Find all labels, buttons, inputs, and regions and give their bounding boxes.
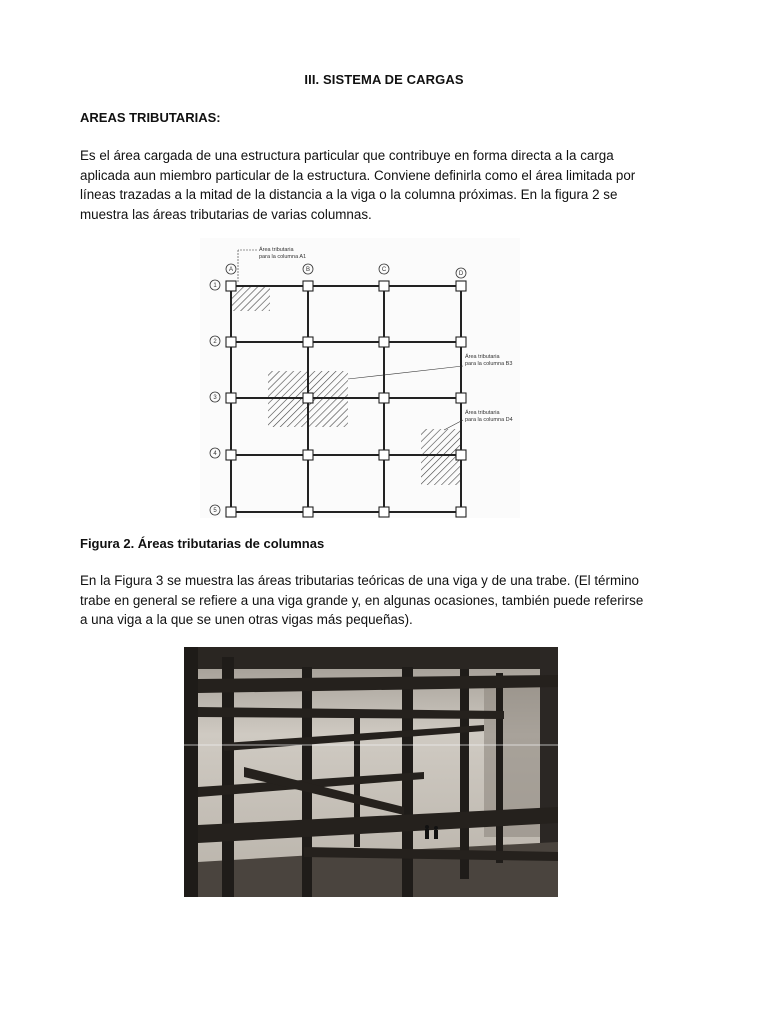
- column-node: [303, 281, 313, 291]
- column-node: [226, 450, 236, 460]
- column-node: [303, 337, 313, 347]
- column-node: [226, 281, 236, 291]
- paragraph-definition: [80, 146, 660, 224]
- annotation-d4-line1: Área tributaria: [465, 410, 500, 416]
- row-label-4: 4: [213, 451, 217, 457]
- section-heading: AREAS TRIBUTARIAS:: [80, 110, 221, 125]
- tributary-area-d4: [421, 429, 461, 485]
- row-label-1: 1: [213, 283, 217, 289]
- column-node: [456, 450, 466, 460]
- column-node: [456, 281, 466, 291]
- column-node: [456, 393, 466, 403]
- column-label-b: B: [305, 267, 311, 273]
- column-node: [303, 507, 313, 517]
- column-node: [226, 507, 236, 517]
- column-node: [303, 393, 313, 403]
- annotation-b3-line1: Área tributaria: [465, 354, 500, 360]
- tributary-area-diagram: [200, 238, 520, 518]
- document-title: III. SISTEMA DE CARGAS: [304, 72, 464, 87]
- column-node: [379, 281, 389, 291]
- row-label-2: 2: [213, 339, 217, 345]
- column-node: [456, 337, 466, 347]
- column-node: [379, 507, 389, 517]
- tributary-area-a1: [232, 286, 270, 311]
- column-label-a: A: [228, 267, 234, 273]
- annotation-a1-line1: Área tributaria: [259, 247, 294, 253]
- column-node: [379, 450, 389, 460]
- column-node: [226, 337, 236, 347]
- column-node: [379, 337, 389, 347]
- steel-frame-photo: [184, 647, 558, 897]
- paragraph-line: trabe en general se refiere a una viga grande y, en algunas ocasiones, también puede referirse: [80, 592, 644, 608]
- annotation-d4-line2: para la columna D4: [465, 417, 513, 423]
- row-label-5: 5: [213, 508, 217, 514]
- figure-2-caption: Figura 2. Áreas tributarias de columnas: [80, 536, 325, 551]
- paragraph-line: muestra las áreas tributarias de varias columnas.: [80, 206, 372, 222]
- row-label-3: 3: [213, 395, 217, 401]
- paragraph-line: Es el área cargada de una estructura particular que contribuye en forma directa a la carga: [80, 148, 614, 163]
- annotation-a1-line2: para la columna A1: [259, 254, 307, 260]
- column-label-d: D: [458, 271, 464, 277]
- column-label-c: C: [381, 267, 387, 273]
- annotation-b3-line2: para la columna B3: [465, 361, 513, 367]
- paragraph-line: líneas trazadas a la mitad de la distancia a la viga o la columna próximas. En la figura 2 se: [80, 187, 618, 202]
- column-node: [226, 393, 236, 403]
- paragraph-line: a una viga a la que se unen otras vigas más pequeñas).: [80, 612, 413, 627]
- column-node: [379, 393, 389, 403]
- column-node: [303, 450, 313, 460]
- paragraph-line: En la Figura 3 se muestra las áreas tributarias teóricas de una viga y de una trabe. (El término: [80, 573, 639, 588]
- paragraph-figure3: [80, 571, 660, 630]
- paragraph-line: aplicada aun miembro particular de la estructura. Conviene definirla como el área limitada por: [80, 167, 636, 183]
- column-node: [456, 507, 466, 517]
